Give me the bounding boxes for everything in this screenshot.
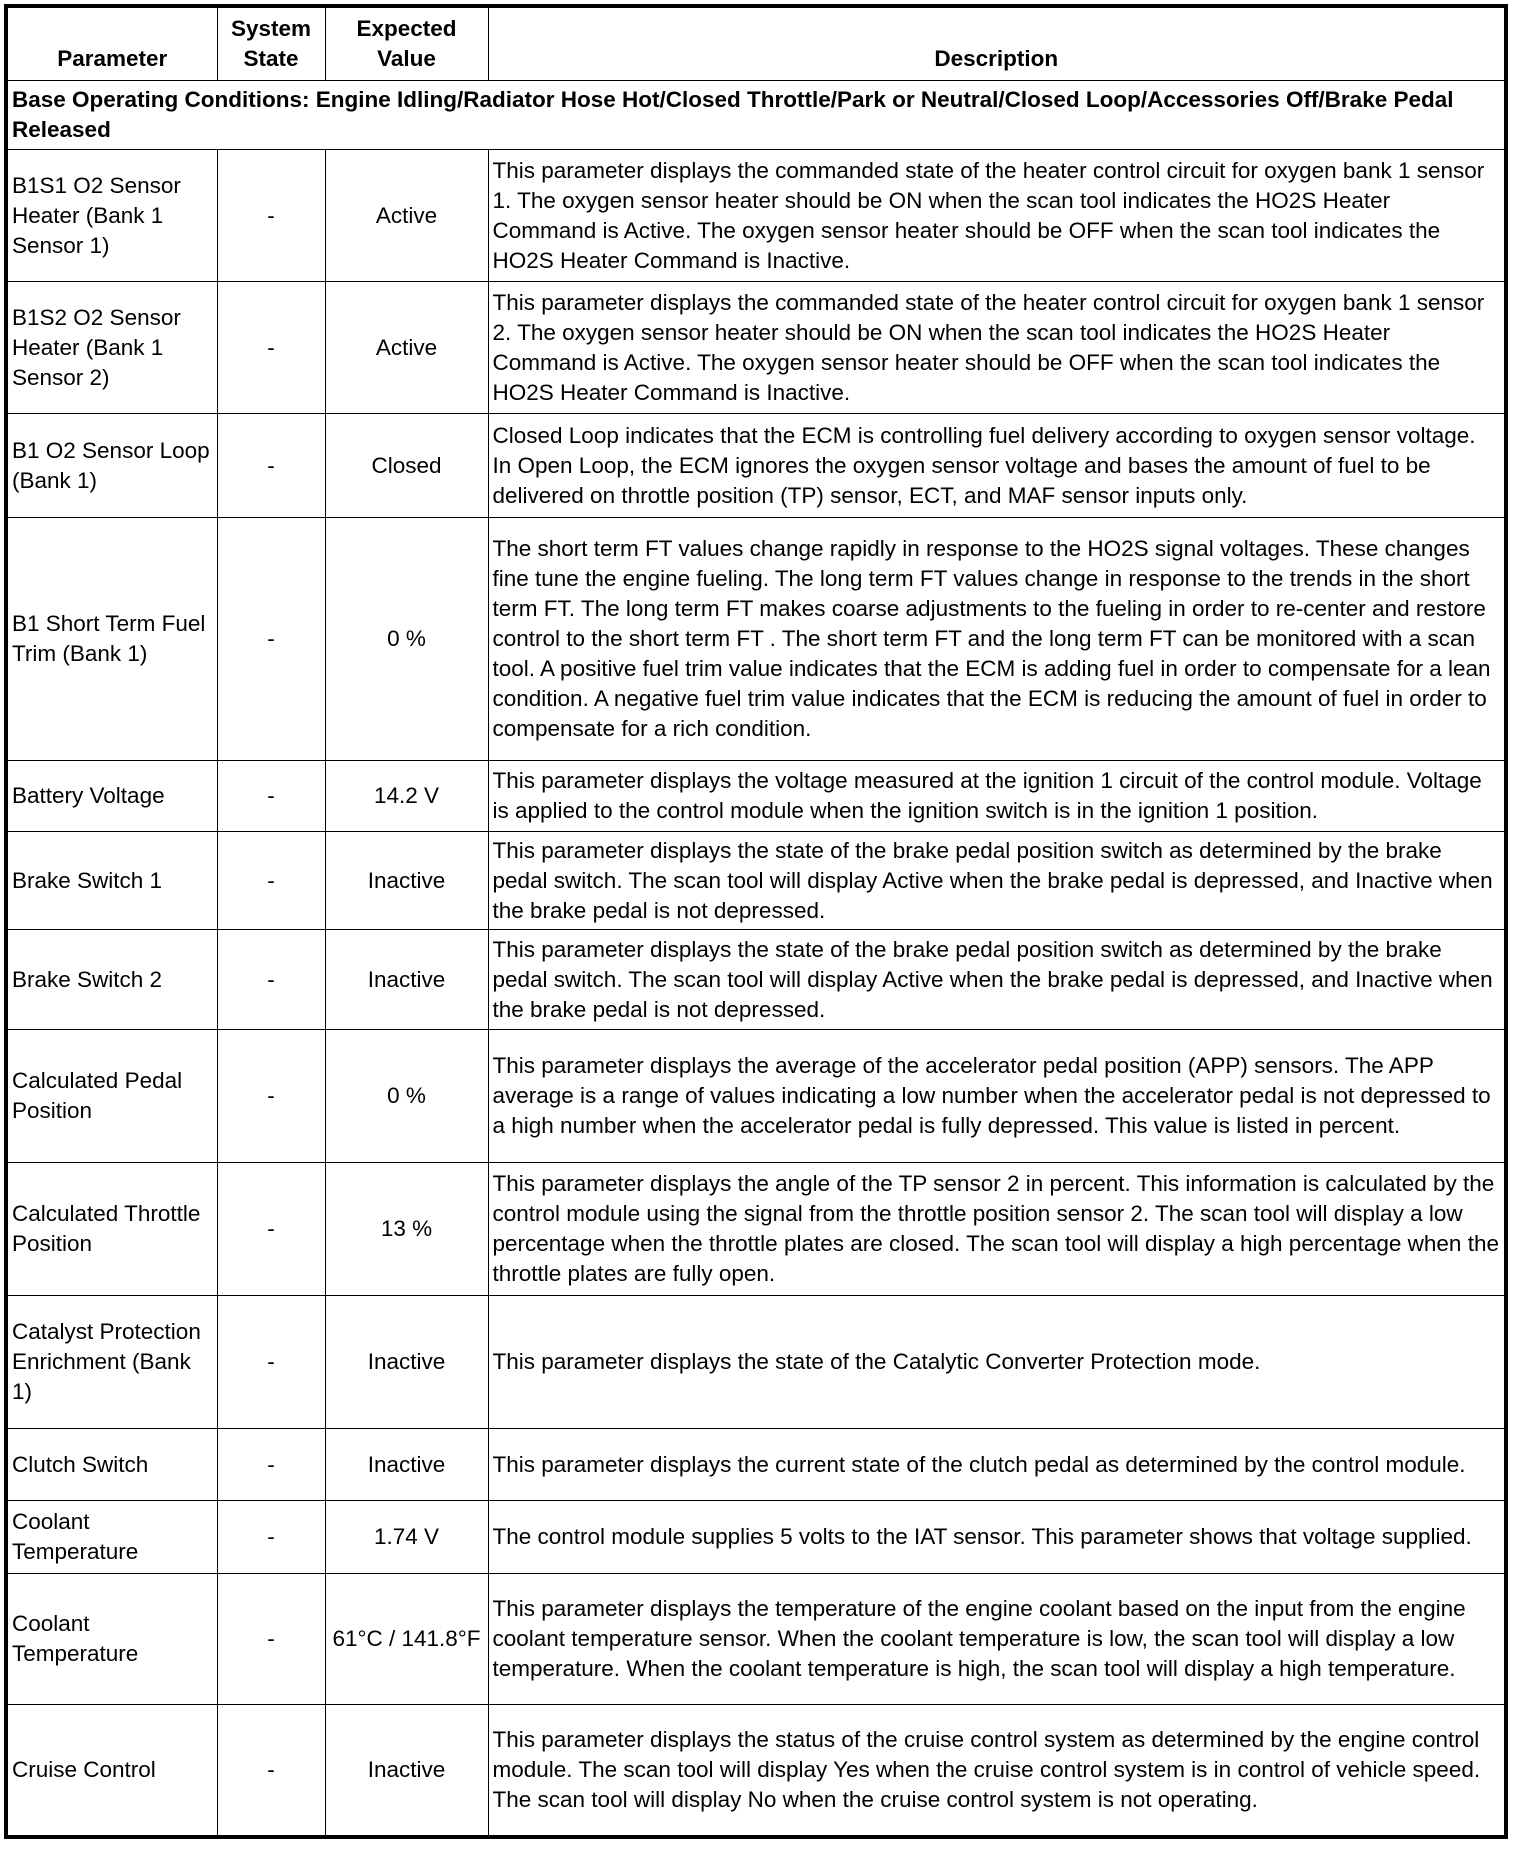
description-cell: This parameter displays the state of the brake pedal position switch as determined by the brake pedal switch. The scan tool will display Active when the brake pedal is depressed, and Inactive when the brake pedal is not depressed.: [488, 930, 1506, 1030]
system-state-cell: -: [217, 1030, 325, 1163]
table-row: [6, 1705, 1506, 1837]
expected-value-cell: Inactive: [325, 1296, 488, 1429]
description-cell: This parameter displays the state of the brake pedal position switch as determined by the brake pedal switch. The scan tool will display Active when the brake pedal is depressed, and Inactive when the brake pedal is not depressed.: [488, 832, 1506, 930]
system-state-cell: -: [217, 930, 325, 1030]
system-state-cell: -: [217, 832, 325, 930]
expected-value-cell: 0 %: [325, 518, 488, 761]
parameter-cell: Clutch Switch: [6, 1429, 217, 1501]
system-state-cell: -: [217, 1163, 325, 1296]
description-cell: Closed Loop indicates that the ECM is controlling fuel delivery according to oxygen sensor voltage. In Open Loop, the ECM ignores the oxygen sensor voltage and bases the amount of fuel to be delivered on throttle position (TP) sensor, ECT, and MAF sensor inputs only.: [488, 414, 1506, 518]
expected-value-cell: Active: [325, 282, 488, 414]
system-state-cell: -: [217, 1429, 325, 1501]
parameter-cell: Brake Switch 2: [6, 930, 217, 1030]
system-state-cell: -: [217, 1296, 325, 1429]
description-cell: This parameter displays the average of the accelerator pedal position (APP) sensors. The APP average is a range of values indicating a low number when the accelerator pedal is not depressed to a high number when the accelerator pedal is fully depressed. This value is listed in percent.: [488, 1030, 1506, 1163]
table-row: [6, 1574, 1506, 1705]
parameter-cell: B1 O2 Sensor Loop (Bank 1): [6, 414, 217, 518]
table-row: [6, 832, 1506, 930]
parameter-cell: Calculated Throttle Position: [6, 1163, 217, 1296]
expected-value-cell: 14.2 V: [325, 761, 488, 832]
parameter-cell: Catalyst Protection Enrichment (Bank 1): [6, 1296, 217, 1429]
parameter-table: [4, 4, 1508, 1839]
description-cell: This parameter displays the state of the Catalytic Converter Protection mode.: [488, 1296, 1506, 1429]
expected-value-cell: 1.74 V: [325, 1501, 488, 1574]
description-cell: The control module supplies 5 volts to the IAT sensor. This parameter shows that voltage supplied.: [488, 1501, 1506, 1574]
parameter-cell: Coolant Temperature: [6, 1501, 217, 1574]
expected-value-cell: Inactive: [325, 1705, 488, 1837]
header-system-state-line1: System: [230, 16, 312, 41]
expected-value-cell: Inactive: [325, 832, 488, 930]
table-row: [6, 414, 1506, 518]
table-row: [6, 1163, 1506, 1296]
table-row: [6, 1030, 1506, 1163]
expected-value-cell: Closed: [325, 414, 488, 518]
description-cell: This parameter displays the voltage measured at the ignition 1 circuit of the control module. Voltage is applied to the control module when the ignition switch is in the ignition 1 position.: [488, 761, 1506, 832]
header-expected-value-line2: Value: [377, 46, 436, 71]
table-row: [6, 518, 1506, 761]
system-state-cell: -: [217, 1705, 325, 1837]
header-expected-value-line1: Expected: [356, 16, 457, 41]
system-state-cell: -: [217, 761, 325, 832]
description-cell: This parameter displays the temperature of the engine coolant based on the input from the engine coolant temperature sensor. When the coolant temperature is low, the scan tool will display a low temperature. When the coolant temperature is high, the scan tool will display a high temperature.: [488, 1574, 1506, 1705]
table-row: [6, 930, 1506, 1030]
header-row: [6, 6, 1506, 81]
expected-value-cell: Inactive: [325, 930, 488, 1030]
parameter-cell: Cruise Control: [6, 1705, 217, 1837]
header-description-label: Description: [934, 46, 1059, 71]
system-state-cell: -: [217, 1501, 325, 1574]
header-system-state: [217, 6, 325, 81]
description-cell: This parameter displays the commanded state of the heater control circuit for oxygen bank 1 sensor 1. The oxygen sensor heater should be ON when the scan tool indicates the HO2S Heater Command is Active. The oxygen sensor heater should be OFF when the scan tool indicates the HO2S Heater Command is Inactive.: [488, 150, 1506, 282]
parameter-cell: B1S1 O2 Sensor Heater (Bank 1 Sensor 1): [6, 150, 217, 282]
parameter-cell: B1 Short Term Fuel Trim (Bank 1): [6, 518, 217, 761]
table-row: [6, 1429, 1506, 1501]
table-row: [6, 282, 1506, 414]
header-parameter-label: Parameter: [57, 46, 168, 71]
system-state-cell: -: [217, 414, 325, 518]
parameter-cell: Brake Switch 1: [6, 832, 217, 930]
expected-value-cell: Active: [325, 150, 488, 282]
table-row: [6, 761, 1506, 832]
description-cell: This parameter displays the angle of the TP sensor 2 in percent. This information is calculated by the control module using the signal from the throttle position sensor 2. The scan tool will display a low percentage when the throttle plates are closed. The scan tool will display a high percentage when the throttle plates are fully open.: [488, 1163, 1506, 1296]
parameter-cell: Coolant Temperature: [6, 1574, 217, 1705]
expected-value-cell: 0 %: [325, 1030, 488, 1163]
description-cell: This parameter displays the commanded state of the heater control circuit for oxygen bank 1 sensor 2. The oxygen sensor heater should be ON when the scan tool indicates the HO2S Heater Command is Active. The oxygen sensor heater should be OFF when the scan tool indicates the HO2S Heater Command is Inactive.: [488, 282, 1506, 414]
expected-value-cell: 61°C / 141.8°F: [325, 1574, 488, 1705]
description-cell: This parameter displays the status of the cruise control system as determined by the engine control module. The scan tool will display Yes when the cruise control system is in control of vehicle speed. The scan tool will display No when the cruise control system is not operating.: [488, 1705, 1506, 1837]
table-row: [6, 150, 1506, 282]
description-cell: The short term FT values change rapidly in response to the HO2S signal voltages. These changes fine tune the engine fueling. The long term FT values change in response to the trends in the short term FT. The long term FT makes coarse adjustments to the fueling in order to re-center and restore control to the short term FT . The short term FT and the long term FT can be monitored with a scan tool. A positive fuel trim value indicates that the ECM is adding fuel in order to compensate for a lean condition. A negative fuel trim value indicates that the ECM is reducing the amount of fuel in order to compensate for a rich condition.: [488, 518, 1506, 761]
header-parameter: [6, 6, 217, 81]
parameter-cell: Battery Voltage: [6, 761, 217, 832]
system-state-cell: -: [217, 150, 325, 282]
header-expected-value: [325, 6, 488, 81]
system-state-cell: -: [217, 282, 325, 414]
header-description: [488, 6, 1506, 81]
table-row: [6, 1296, 1506, 1429]
base-conditions-row: [6, 81, 1506, 150]
table-row: [6, 1501, 1506, 1574]
parameter-cell: Calculated Pedal Position: [6, 1030, 217, 1163]
system-state-cell: -: [217, 1574, 325, 1705]
base-conditions: Base Operating Conditions: Engine Idling/Radiator Hose Hot/Closed Throttle/Park or Neutral/Closed Loop/Accessories Off/Brake Pedal Released: [6, 81, 1506, 150]
expected-value-cell: 13 %: [325, 1163, 488, 1296]
description-cell: This parameter displays the current state of the clutch pedal as determined by the control module.: [488, 1429, 1506, 1501]
header-system-state-line2: State: [243, 46, 299, 71]
system-state-cell: -: [217, 518, 325, 761]
parameter-cell: B1S2 O2 Sensor Heater (Bank 1 Sensor 2): [6, 282, 217, 414]
expected-value-cell: Inactive: [325, 1429, 488, 1501]
